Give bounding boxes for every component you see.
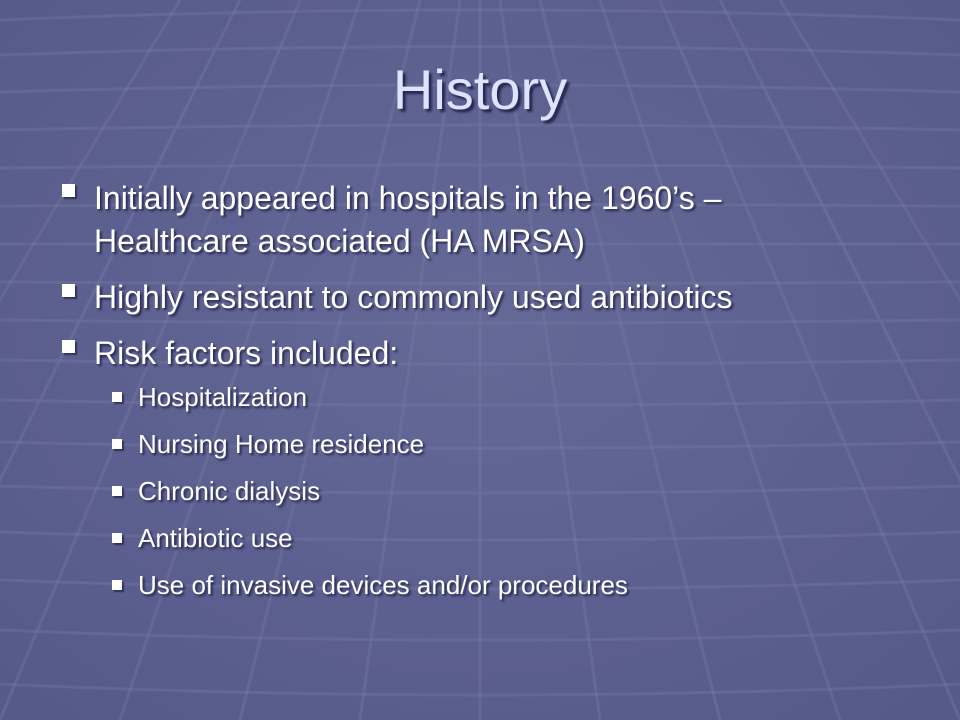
square-bullet-icon	[112, 486, 122, 496]
square-bullet-icon	[112, 439, 122, 449]
slide-title: History	[392, 58, 568, 121]
square-bullet-icon	[62, 340, 75, 353]
bullet-item-3: Risk factors included:	[94, 335, 399, 371]
sub-bullet-item-2: Nursing Home residence	[138, 429, 425, 459]
bullet-item-1-line-2: Healthcare associated (HA MRSA)	[94, 223, 585, 259]
sub-bullet-item-5: Use of invasive devices and/or procedures	[138, 570, 628, 600]
bullet-item-1-line-1: Initially appeared in hospitals in the 1960’s –	[94, 180, 722, 216]
square-bullet-icon	[112, 533, 122, 543]
sub-bullet-item-1: Hospitalization	[138, 382, 308, 412]
square-bullet-icon	[112, 580, 122, 590]
sub-bullet-item-3: Chronic dialysis	[138, 476, 321, 506]
square-bullet-icon	[62, 184, 75, 197]
sub-bullet-item-4: Antibiotic use	[138, 523, 293, 553]
square-bullet-icon	[62, 284, 75, 297]
square-bullet-icon	[112, 392, 122, 402]
bullet-item-2: Highly resistant to commonly used antibiotics	[94, 279, 733, 315]
